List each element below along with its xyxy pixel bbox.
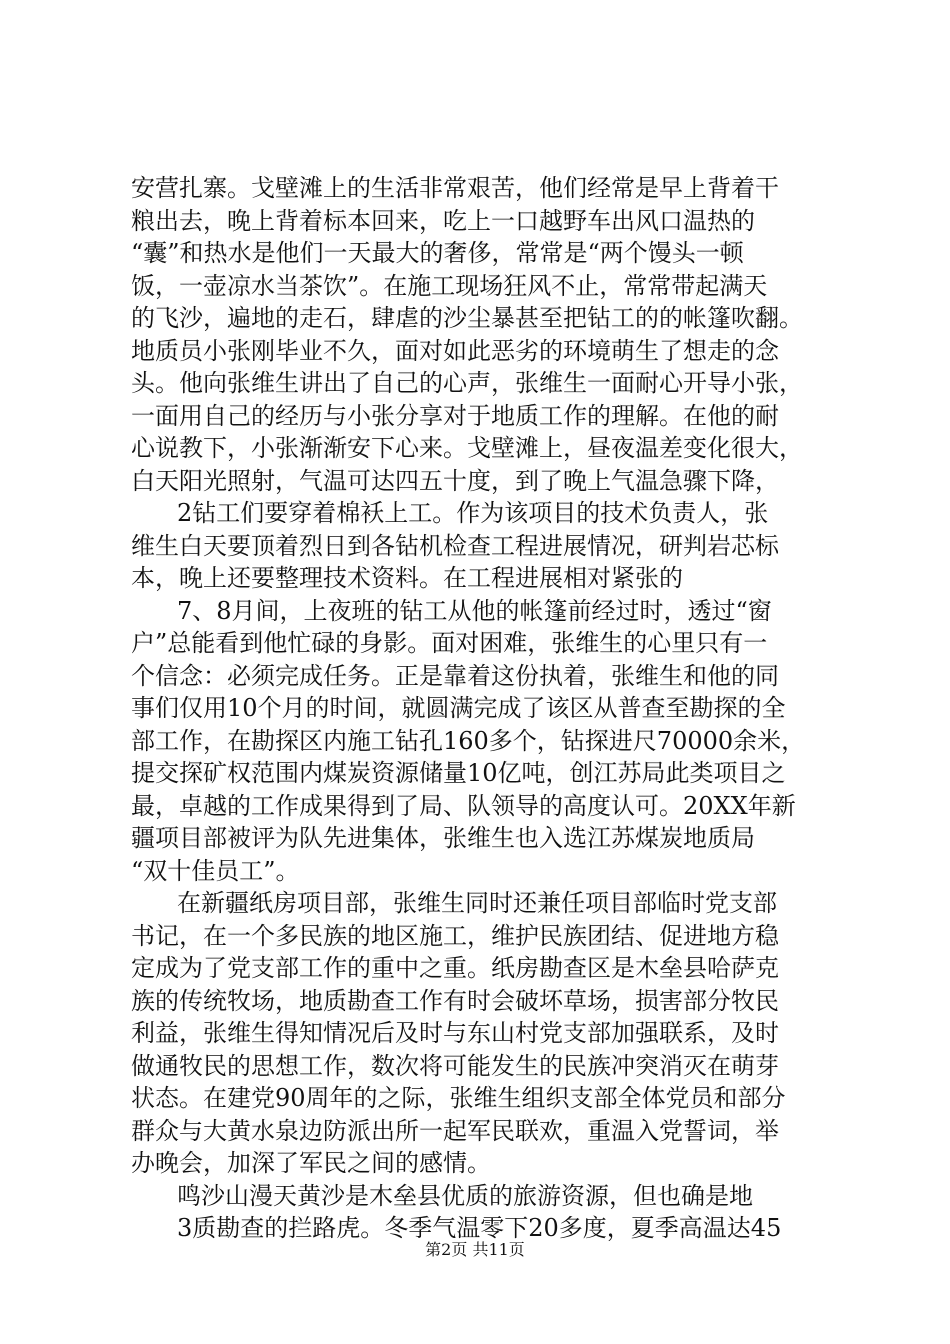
text-line: 本，晚上还要整理技术资料。在工程进展相对紧张的 — [131, 564, 683, 592]
text-line: 3质勘查的拦路虎。冬季气温零下20多度，夏季高温达45 — [177, 1214, 782, 1242]
text-line: 的飞沙，遍地的走石，肆虐的沙尘暴甚至把钻工的的帐篷吹翻。 — [131, 304, 803, 332]
text-line: 部工作，在勘探区内施工钻孔160多个，钻探进尺70000余米， — [131, 726, 806, 755]
text-line: 维生白天要顶着烈日到各钻机检查工程进展情况，研判岩芯标 — [131, 531, 779, 560]
text-line: 做通牧民的思想工作，数次将可能发生的民族冲突消灭在萌芽 — [131, 1051, 779, 1080]
text-line: 头。他向张维生讲出了自己的心声，张维生一面耐心开导小张， — [131, 369, 803, 397]
text-line: 最，卓越的工作成果得到了局、队领导的高度认可。20XX年新 — [131, 791, 796, 820]
text-line: 白天阳光照射，气温可达四五十度，到了晚上气温急骤下降， — [131, 466, 779, 495]
text-line: 2钻工们要穿着棉袄上工。作为该项目的技术负责人，张 — [177, 499, 769, 527]
text-line: 定成为了党支部工作的重中之重。纸房勘查区是木垒县哈萨克 — [131, 954, 779, 982]
text-line: 事们仅用10个月的时间，就圆满完成了该区从普查至勘探的全 — [131, 694, 786, 722]
text-line: 鸣沙山漫天黄沙是木垒县优质的旅游资源，但也确是地 — [177, 1181, 753, 1210]
body-text — [131, 172, 851, 1245]
text-line: 书记，在一个多民族的地区施工，维护民族团结、促进地方稳 — [131, 921, 779, 950]
text-line: 7、8月间，上夜班的钻工从他的帐篷前经过时，透过“窗 — [177, 596, 772, 625]
text-line: 地质员小张刚毕业不久，面对如此恶劣的环境萌生了想走的念 — [131, 336, 779, 365]
text-line: 个信念：必须完成任务。正是靠着这份执着，张维生和他的同 — [131, 661, 779, 690]
text-line: 安营扎寨。戈壁滩上的生活非常艰苦，他们经常是早上背着干 — [131, 174, 779, 202]
text-line: 利益，张维生得知情况后及时与东山村党支部加强联系，及时 — [131, 1019, 779, 1047]
text-line: 族的传统牧场，地质勘查工作有时会破坏草场，损害部分牧民 — [131, 986, 779, 1015]
text-line: 群众与大黄水泉边防派出所一起军民联欢，重温入党誓词，举 — [131, 1116, 779, 1145]
text-line: 疆项目部被评为队先进集体，张维生也入选江苏煤炭地质局 — [131, 824, 755, 852]
text-line: 粮出去，晚上背着标本回来，吃上一口越野车出风口温热的 — [131, 206, 755, 235]
text-line: 饭，一壶凉水当茶饮”。在施工现场狂风不止，常常带起满天 — [131, 271, 768, 300]
text-line: “双十佳员工”。 — [131, 856, 300, 885]
text-line: 状态。在建党90周年的之际，张维生组织支部全体党员和部分 — [131, 1084, 786, 1112]
text-line: 提交探矿权范围内煤炭资源储量10亿吨，创江苏局此类项目之 — [131, 759, 786, 787]
text-line: 一面用自己的经历与小张分享对于地质工作的理解。在他的耐 — [131, 401, 779, 430]
text-line: 户”总能看到他忙碌的身影。面对困难，张维生的心里只有一 — [131, 629, 768, 657]
text-line: “囊”和热水是他们一天最大的奢侈，常常是“两个馒头一顿 — [131, 239, 744, 267]
page-footer — [0, 1240, 950, 1260]
text-line: 办晚会，加深了军民之间的感情。 — [131, 1149, 491, 1177]
text-line: 心说教下，小张渐渐安下心来。戈壁滩上，昼夜温差变化很大， — [131, 434, 803, 462]
text-line: 在新疆纸房项目部，张维生同时还兼任项目部临时党支部 — [177, 889, 777, 917]
page-number: 第2页 共11页 — [425, 1240, 525, 1259]
